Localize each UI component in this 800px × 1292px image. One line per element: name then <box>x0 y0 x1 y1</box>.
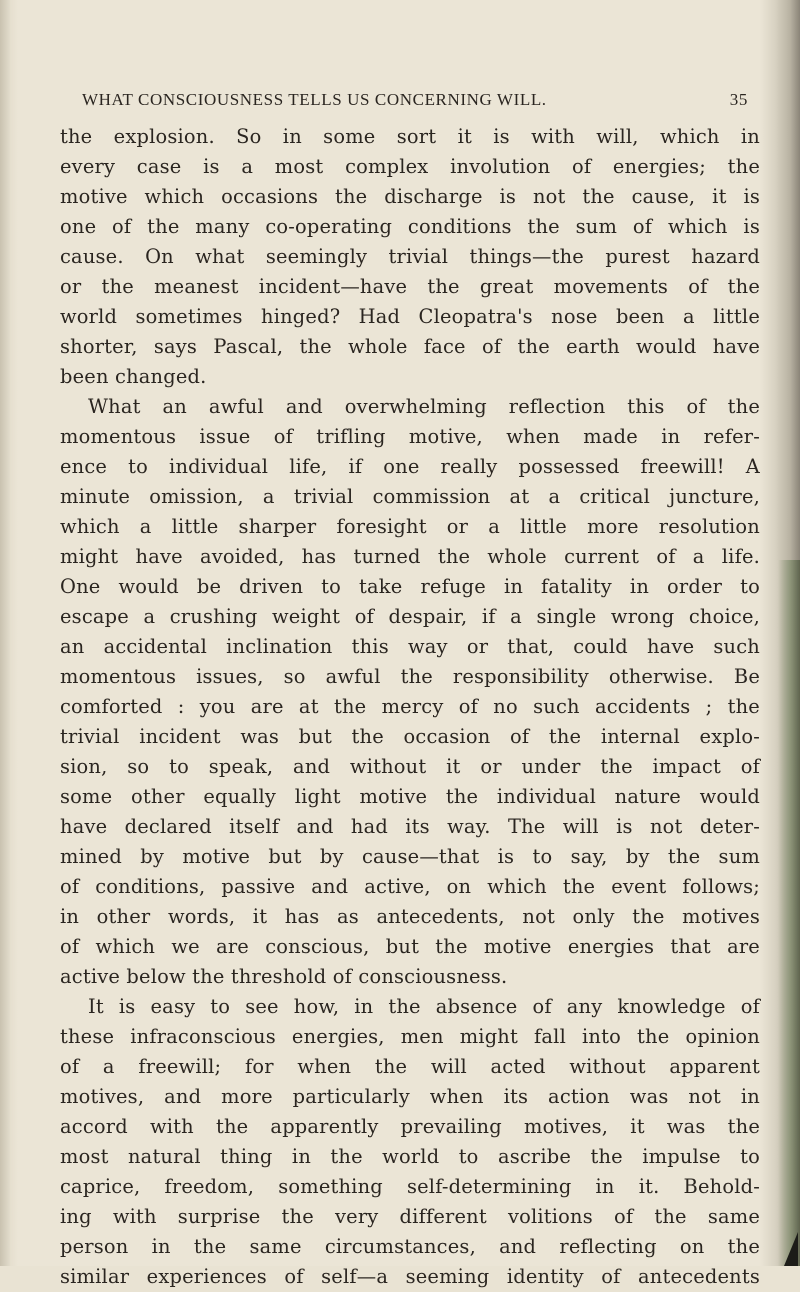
text-line: momentous issue of trifling motive, when made in refer- <box>60 425 760 448</box>
text-line: person in the same circumstances, and reflecting on the <box>60 1235 760 1258</box>
text-line: every case is a most complex involution of energies; the <box>60 155 760 178</box>
text-line: which a little sharper foresight or a little more resolution <box>60 515 760 538</box>
text-line: of conditions, passive and active, on which the event follows; <box>60 875 760 898</box>
text-line: momentous issues, so awful the responsibility otherwise. Be <box>60 665 760 688</box>
text-line: shorter, says Pascal, the whole face of the earth would have <box>60 335 760 358</box>
text-line: an accidental inclination this way or that, could have such <box>60 635 760 658</box>
text-line: minute omission, a trivial commission at a critical juncture, <box>60 485 760 508</box>
running-head-title: WHAT CONSCIOUSNESS TELLS US CONCERNING WILL. <box>82 90 547 109</box>
text-line: cause. On what seemingly trivial things—the purest hazard <box>60 245 760 268</box>
paragraph-first-line: What an awful and overwhelming reflection this of the <box>88 395 760 418</box>
text-line: some other equally light motive the individual nature would <box>60 785 760 808</box>
text-line: active below the threshold of consciousness. <box>60 965 508 988</box>
text-line: or the meanest incident—have the great movements of the <box>60 275 760 298</box>
text-line: motives, and more particularly when its action was not in <box>60 1085 760 1108</box>
text-line: one of the many co-operating conditions the sum of which is <box>60 215 760 238</box>
text-line: have declared itself and had its way. The will is not deter- <box>60 815 760 838</box>
page-right-edge-shadow <box>778 560 800 1266</box>
text-line: these infraconscious energies, men might fall into the opinion <box>60 1025 760 1048</box>
text-line: escape a crushing weight of despair, if a single wrong choice, <box>60 605 760 628</box>
text-line: been changed. <box>60 365 207 388</box>
text-line: might have avoided, has turned the whole current of a life. <box>60 545 760 568</box>
text-line: caprice, freedom, something self-determining in it. Behold- <box>60 1175 760 1198</box>
paragraph-first-line: It is easy to see how, in the absence of any knowledge of <box>88 995 760 1018</box>
text-line: most natural thing in the world to ascribe the impulse to <box>60 1145 760 1168</box>
text-line: motive which occasions the discharge is not the cause, it is <box>60 185 760 208</box>
text-line: sion, so to speak, and without it or under the impact of <box>60 755 760 778</box>
text-line: comforted : you are at the mercy of no such accidents ; the <box>60 695 760 718</box>
text-line: ence to individual life, if one really possessed freewill! A <box>60 455 760 478</box>
text-line: mined by motive but by cause—that is to say, by the sum <box>60 845 760 868</box>
text-line: One would be driven to take refuge in fatality in order to <box>60 575 760 598</box>
text-line: accord with the apparently prevailing motives, it was the <box>60 1115 760 1138</box>
page-corner-mark <box>784 1232 798 1266</box>
text-line: the explosion. So in some sort it is with will, which in <box>60 125 760 148</box>
text-line: of a freewill; for when the will acted without apparent <box>60 1055 760 1078</box>
page-left-edge <box>0 0 10 1266</box>
text-line: world sometimes hinged? Had Cleopatra's nose been a little <box>60 305 760 328</box>
text-line: in other words, it has as antecedents, not only the motives <box>60 905 760 928</box>
text-line: of which we are conscious, but the motive energies that are <box>60 935 760 958</box>
page-number: 35 <box>729 90 748 109</box>
text-line: ing with surprise the very different volitions of the same <box>60 1205 760 1228</box>
text-line: similar experiences of self—a seeming identity of antecedents <box>60 1265 760 1288</box>
text-line: trivial incident was but the occasion of the internal explo- <box>60 725 760 748</box>
running-header <box>60 90 760 114</box>
